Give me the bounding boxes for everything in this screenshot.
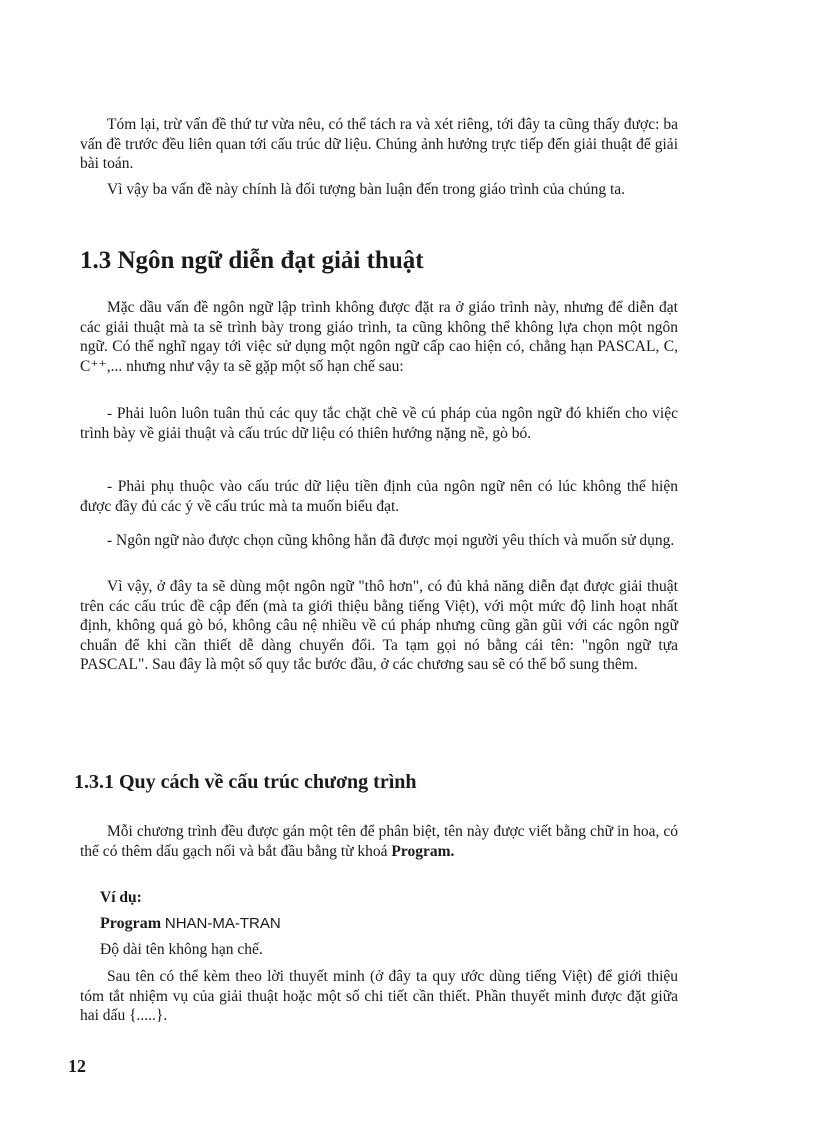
paragraph-text: Vì vậy ba vấn đề này chính là đối tượng bàn luận đến trong giáo trình của chúng ta. (107, 181, 626, 198)
example-label: Ví dụ: (100, 889, 142, 906)
list-item-text: - Phải luôn luôn tuân thủ các quy tắc chặt chẽ về cú pháp của ngôn ngữ đó khiến cho việc trình bày về giải thuật và cấu trúc dữ liệu có thiên hướng nặng nề, gò bó. (80, 405, 678, 442)
page-number: 12 (68, 1056, 86, 1076)
paragraph-text: Tóm lại, trừ vấn đề thứ tư vừa nêu, có thể tách ra và xét riêng, tới đây ta cũng thấy được: ba vấn đề trước đều liên quan tới cấu trúc dữ liệu. Chúng ảnh hưởng trực tiếp đến giải thuật để giải bài toán. (80, 116, 678, 172)
example-program-name: NHAN-MA-TRAN (164, 915, 281, 932)
list-item-text: - Ngôn ngữ nào được chọn cũng không hẳn đã được mọi người yêu thích và muốn sử dụng. (107, 532, 675, 549)
paragraph (80, 298, 678, 376)
example-keyword: Program (100, 915, 162, 932)
paragraph-body: Mỗi chương trình đều được gán một tên để phân biệt, tên này được viết bằng chữ in hoa, có thể có thêm dấu gạch nối và bắt đầu bằng từ khoá (80, 823, 678, 860)
list-item (80, 404, 678, 443)
paragraph (80, 180, 678, 200)
list-item (80, 477, 678, 516)
paragraph-text: Vì vậy, ở đây ta sẽ dùng một ngôn ngữ "thô hơn", có đủ khả năng diễn đạt được giải thuật trên các cấu trúc đề cập đến (mà ta giới thiệu bằng tiếng Việt), với một mức độ linh hoạt nhất định, không quá gò bó, không câu nệ nhiều về cú pháp nhưng cũng gần gũi với các ngôn ngữ chuẩn để khi cần thiết dễ dàng chuyển đổi. Ta tạm gọi nó bằng cái tên: "ngôn ngữ tựa PASCAL". Sau đây là một số quy tắc bước đầu, ở các chương sau sẽ có thể bổ sung thêm. (80, 578, 678, 673)
list-item (80, 531, 678, 551)
paragraph-text: Mặc dầu vấn đề ngôn ngữ lập trình không được đặt ra ở giáo trình này, nhưng để diễn đạt các giải thuật mà ta sẽ trình bày trong giáo trình, ta cũng không thể không lựa chọn một ngôn ngữ. Có thể nghĩ ngay tới việc sử dụng một ngôn ngữ cấp cao hiện có, chẳng hạn PASCAL, C, C⁺⁺,... nhưng như vậy ta sẽ gặp một số hạn chế sau: (80, 299, 678, 375)
paragraph-text (80, 822, 678, 861)
paragraph (80, 967, 678, 1026)
list-item-text: - Phải phụ thuộc vào cấu trúc dữ liệu tiền định của ngôn ngữ nên có lúc không thể hiện được đầy đủ các ý về cấu trúc mà ta muốn biểu đạt. (80, 478, 678, 515)
program-keyword: Program. (391, 842, 455, 860)
paragraph-text: Sau tên có thể kèm theo lời thuyết minh (ở đây ta quy ước dùng tiếng Việt) để giới thiệu tóm tắt nhiệm vụ của giải thuật hoặc một số chi tiết cần thiết. Phần thuyết minh được đặt giữa hai dấu {.....}. (80, 968, 678, 1024)
subsection-heading: 1.3.1 Quy cách về cấu trúc chương trình (74, 771, 417, 793)
paragraph (80, 577, 678, 675)
paragraph (80, 822, 678, 861)
section-heading: 1.3 Ngôn ngữ diễn đạt giải thuật (80, 247, 424, 274)
example-program-line (100, 914, 281, 934)
paragraph (80, 115, 678, 174)
example-note: Độ dài tên không hạn chế. (100, 941, 263, 958)
